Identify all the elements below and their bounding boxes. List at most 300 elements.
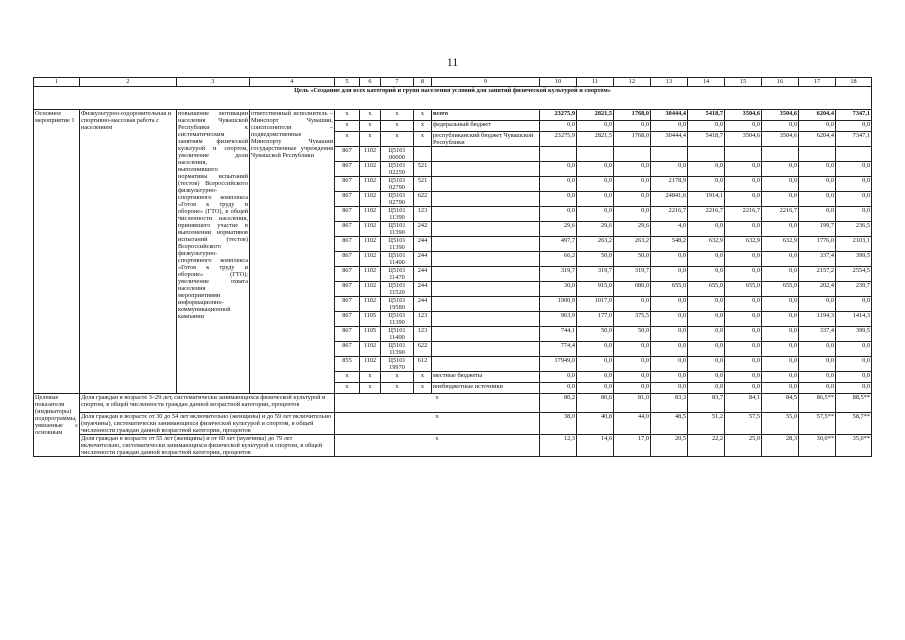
expense-type-code: x — [414, 110, 432, 121]
amount-cell: 2178,9 — [651, 177, 688, 192]
target-article-code: x — [381, 383, 414, 394]
amount-cell: 497,7 — [540, 237, 577, 252]
amount-cell: 655,0 — [725, 282, 762, 297]
amount-cell: 0,0 — [799, 177, 836, 192]
amount-cell: 0,0 — [725, 327, 762, 342]
funding-source: внебюджетные источники — [432, 383, 540, 394]
section-code: 1102 — [360, 147, 381, 162]
column-number: 1 — [34, 78, 80, 87]
amount-cell: 0,0 — [836, 162, 872, 177]
amount-cell: 0,0 — [688, 267, 725, 282]
amount-cell: 0,0 — [577, 342, 614, 357]
column-number: 16 — [762, 78, 799, 87]
indicator-text: Доля граждан в возрасте от 30 до 54 лет включительно (женщины) и до 59 лет включительно (мужчины), систематически занимающихся физической культурой и спортом, в общей численности граждан данной возрастной категории, процентов — [80, 413, 335, 435]
amount-cell: 632,9 — [688, 237, 725, 252]
amount-cell: 23275,9 — [540, 132, 577, 147]
amount-cell: 29,6 — [577, 222, 614, 237]
section-code: x — [360, 372, 381, 383]
amount-cell: 655,0 — [651, 282, 688, 297]
amount-cell: 0,0 — [799, 192, 836, 207]
amount-cell: 1768,0 — [614, 110, 651, 121]
amount-cell: 5418,7 — [688, 132, 725, 147]
amount-cell: 0,0 — [540, 383, 577, 394]
expense-type-code: 123 — [414, 207, 432, 222]
target-article-code: x — [381, 110, 414, 121]
indicator-value: 25,0 — [725, 435, 762, 457]
gos-code: x — [335, 132, 360, 147]
amount-cell: 6204,4 — [799, 110, 836, 121]
indicator-value: 17,0 — [614, 435, 651, 457]
amount-cell: 1776,0 — [799, 237, 836, 252]
funding-source — [432, 162, 540, 177]
amount-cell: 0,0 — [614, 383, 651, 394]
amount-cell: 0,0 — [614, 372, 651, 383]
expense-type-code: 123 — [414, 327, 432, 342]
indicator-row — [34, 413, 872, 435]
amount-cell: 744,1 — [540, 327, 577, 342]
target-article-code: Ц5101 11390 — [381, 222, 414, 237]
amount-cell: 0,0 — [651, 327, 688, 342]
amount-cell: 239,7 — [836, 282, 872, 297]
amount-cell: 319,7 — [614, 267, 651, 282]
indicator-value: 28,3 — [762, 435, 799, 457]
amount-cell: 177,0 — [577, 312, 614, 327]
amount-cell: 0,0 — [836, 383, 872, 394]
column-number: 7 — [381, 78, 414, 87]
indicator-value: 12,3 — [540, 435, 577, 457]
amount-cell: 632,9 — [762, 237, 799, 252]
amount-cell: 202,4 — [799, 282, 836, 297]
amount-cell: 0,0 — [614, 162, 651, 177]
gos-code: 867 — [335, 222, 360, 237]
amount-cell: 0,0 — [725, 342, 762, 357]
target-article-code: Ц5101 11400 — [381, 327, 414, 342]
amount-cell: 0,0 — [651, 357, 688, 372]
amount-cell: 6204,4 — [799, 132, 836, 147]
amount-cell: 0,0 — [725, 357, 762, 372]
amount-cell: 0,0 — [688, 342, 725, 357]
amount-cell: 24841,6 — [651, 192, 688, 207]
indicator-value: 84,1 — [725, 394, 762, 413]
amount-cell: 3504,6 — [725, 132, 762, 147]
indicator-value: 57,5** — [799, 413, 836, 435]
expense-type-code: x — [414, 372, 432, 383]
column-number: 6 — [360, 78, 381, 87]
amount-cell: 0,0 — [836, 192, 872, 207]
amount-cell: 0,0 — [688, 383, 725, 394]
section-code: 1102 — [360, 357, 381, 372]
amount-cell: 1194,3 — [799, 312, 836, 327]
funding-source — [432, 222, 540, 237]
amount-cell: 3504,6 — [762, 110, 799, 121]
amount-cell: 50,0 — [577, 327, 614, 342]
amount-cell: 0,0 — [688, 357, 725, 372]
funding-source: местные бюджеты — [432, 372, 540, 383]
amount-cell: 2554,5 — [836, 267, 872, 282]
section-code: x — [360, 132, 381, 147]
amount-cell: 680,0 — [614, 282, 651, 297]
amount-cell: 0,0 — [688, 162, 725, 177]
amount-cell — [577, 147, 614, 162]
column-number: 2 — [80, 78, 177, 87]
indicator-x: x — [335, 435, 540, 457]
amount-cell: 0,0 — [762, 312, 799, 327]
indicator-value: 80,2 — [540, 394, 577, 413]
amount-cell: 0,0 — [688, 297, 725, 312]
amount-cell: 0,0 — [762, 267, 799, 282]
amount-cell: 0,0 — [762, 177, 799, 192]
amount-cell: 236,5 — [836, 222, 872, 237]
amount-cell: 1017,0 — [577, 297, 614, 312]
funding-source — [432, 252, 540, 267]
indicator-value: 55,0 — [762, 413, 799, 435]
indicator-value: 57,5 — [725, 413, 762, 435]
amount-cell: 199,7 — [799, 222, 836, 237]
amount-cell: 0,0 — [836, 297, 872, 312]
column-number: 15 — [725, 78, 762, 87]
target-article-code: Ц5101 19970 — [381, 357, 414, 372]
amount-cell: 1768,0 — [614, 132, 651, 147]
amount-cell: 5418,7 — [688, 110, 725, 121]
indicator-value: 20,5 — [651, 435, 688, 457]
amount-cell: 0,0 — [651, 162, 688, 177]
section-code: 1102 — [360, 222, 381, 237]
indicator-row — [34, 435, 872, 457]
funding-source — [432, 147, 540, 162]
gos-code: 867 — [335, 207, 360, 222]
amount-cell: 0,0 — [725, 162, 762, 177]
column-number: 4 — [250, 78, 335, 87]
amount-cell: 0,0 — [799, 297, 836, 312]
amount-cell: 0,0 — [577, 357, 614, 372]
funding-source: республиканский бюджет Чувашской Республики — [432, 132, 540, 147]
expense-type-code: x — [414, 121, 432, 132]
section-code: 1105 — [360, 327, 381, 342]
indicator-value: 35,0** — [836, 435, 872, 457]
target-article-code: Ц5101 11390 — [381, 207, 414, 222]
amount-cell: 2216,7 — [762, 207, 799, 222]
amount-cell: 0,0 — [762, 162, 799, 177]
column-number-row — [34, 78, 872, 87]
gos-code: x — [335, 110, 360, 121]
amount-cell: 2157,2 — [799, 267, 836, 282]
amount-cell: 0,0 — [651, 312, 688, 327]
amount-cell: 0,0 — [651, 297, 688, 312]
amount-cell: 0,0 — [836, 342, 872, 357]
amount-cell: 3504,6 — [725, 110, 762, 121]
amount-cell: 319,7 — [577, 267, 614, 282]
funding-source: всего — [432, 110, 540, 121]
expense-type-code: x — [414, 132, 432, 147]
target-article-code: Ц5101 19580 — [381, 297, 414, 312]
section-code: 1105 — [360, 312, 381, 327]
amount-cell: 17949,0 — [540, 357, 577, 372]
expense-type-code: 244 — [414, 282, 432, 297]
expense-type-code: 622 — [414, 192, 432, 207]
amount-cell: 0,0 — [577, 121, 614, 132]
amount-cell: 2216,7 — [725, 207, 762, 222]
amount-cell: 0,0 — [725, 177, 762, 192]
funding-source — [432, 237, 540, 252]
amount-cell: 0,0 — [762, 222, 799, 237]
amount-cell: 2821,5 — [577, 110, 614, 121]
amount-cell: 0,0 — [540, 162, 577, 177]
amount-cell — [540, 147, 577, 162]
amount-cell: 0,0 — [577, 177, 614, 192]
amount-cell: 30444,4 — [651, 110, 688, 121]
indicator-value: 51,2 — [688, 413, 725, 435]
amount-cell: 0,0 — [577, 207, 614, 222]
amount-cell: 0,0 — [762, 121, 799, 132]
amount-cell — [762, 147, 799, 162]
amount-cell: 0,0 — [762, 383, 799, 394]
expense-type-code: 244 — [414, 237, 432, 252]
amount-cell: 7347,1 — [836, 110, 872, 121]
column-number: 10 — [540, 78, 577, 87]
expense-type-code: x — [414, 383, 432, 394]
section-code: 1102 — [360, 177, 381, 192]
amount-cell: 0,0 — [725, 121, 762, 132]
column-number: 8 — [414, 78, 432, 87]
target-article-code: Ц5101 11390 — [381, 342, 414, 357]
amount-cell: 0,0 — [688, 312, 725, 327]
program-table — [33, 77, 872, 457]
column-number: 5 — [335, 78, 360, 87]
amount-cell: 50,0 — [614, 252, 651, 267]
expense-type-code: 244 — [414, 252, 432, 267]
amount-cell: 0,0 — [762, 327, 799, 342]
amount-cell: 29,6 — [614, 222, 651, 237]
funding-source — [432, 312, 540, 327]
funding-source — [432, 327, 540, 342]
amount-cell: 774,4 — [540, 342, 577, 357]
expense-type-code: 123 — [414, 312, 432, 327]
indicator-value: 38,0 — [540, 413, 577, 435]
funding-source — [432, 357, 540, 372]
gos-code: 867 — [335, 312, 360, 327]
indicator-value: 30,0** — [799, 435, 836, 457]
column-number: 9 — [432, 78, 540, 87]
gos-code: 867 — [335, 237, 360, 252]
amount-cell: 0,0 — [688, 121, 725, 132]
column-number: 13 — [651, 78, 688, 87]
section-code: 1102 — [360, 192, 381, 207]
amount-cell: 0,0 — [651, 342, 688, 357]
amount-cell: 30,0 — [540, 282, 577, 297]
amount-cell: 30444,4 — [651, 132, 688, 147]
indicator-value: 48,5 — [651, 413, 688, 435]
amount-cell: 0,0 — [725, 267, 762, 282]
amount-cell: 0,0 — [725, 192, 762, 207]
page-number: 11 — [446, 55, 459, 69]
column-number: 17 — [799, 78, 836, 87]
gos-code: 867 — [335, 297, 360, 312]
amount-cell: 0,0 — [651, 121, 688, 132]
funding-source — [432, 282, 540, 297]
amount-cell: 548,2 — [651, 237, 688, 252]
amount-cell: 0,0 — [614, 297, 651, 312]
section-code: x — [360, 383, 381, 394]
column-number: 11 — [577, 78, 614, 87]
amount-cell: 399,5 — [836, 252, 872, 267]
section-code: 1102 — [360, 237, 381, 252]
budget-row — [34, 110, 872, 121]
indicator-value: 83,3 — [651, 394, 688, 413]
amount-cell: 0,0 — [688, 327, 725, 342]
section-code: 1102 — [360, 207, 381, 222]
amount-cell: 399,5 — [836, 327, 872, 342]
section-code: 1102 — [360, 297, 381, 312]
amount-cell: 0,0 — [540, 121, 577, 132]
amount-cell: 337,4 — [799, 327, 836, 342]
amount-cell: 0,0 — [688, 252, 725, 267]
section-code: 1102 — [360, 342, 381, 357]
amount-cell: 0,0 — [540, 372, 577, 383]
amount-cell: 1414,3 — [836, 312, 872, 327]
amount-cell: 0,0 — [799, 383, 836, 394]
amount-cell: 0,0 — [577, 383, 614, 394]
target-article-code: x — [381, 121, 414, 132]
event-col4: ответственный исполнитель – Минспорт Чувашии, соисполнители – подведомственные Минспорту Чувашии государственные учреждения Чувашской Республики — [250, 110, 335, 394]
section-code: 1102 — [360, 252, 381, 267]
amount-cell: 319,7 — [540, 267, 577, 282]
amount-cell — [688, 147, 725, 162]
column-number: 14 — [688, 78, 725, 87]
funding-source — [432, 177, 540, 192]
goal-title: Цель «Создание для всех категорий и групп населения условий для занятий физической культурой и спортом» — [34, 87, 872, 110]
amount-cell: 4,0 — [651, 222, 688, 237]
gos-code: 867 — [335, 177, 360, 192]
amount-cell: 2103,1 — [836, 237, 872, 252]
indicators-label: Целевые показатели (индикаторы) подпрограммы, увязанные с основным — [34, 394, 80, 457]
amount-cell: 0,0 — [725, 222, 762, 237]
amount-cell: 66,2 — [540, 252, 577, 267]
amount-cell — [614, 147, 651, 162]
section-code: 1102 — [360, 282, 381, 297]
amount-cell: 0,0 — [836, 121, 872, 132]
amount-cell: 0,0 — [762, 252, 799, 267]
expense-type-code: 244 — [414, 297, 432, 312]
amount-cell — [799, 147, 836, 162]
gos-code: 867 — [335, 267, 360, 282]
amount-cell: 3504,6 — [762, 132, 799, 147]
amount-cell: 0,0 — [762, 357, 799, 372]
amount-cell — [651, 147, 688, 162]
funding-source: федеральный бюджет — [432, 121, 540, 132]
amount-cell: 0,0 — [688, 177, 725, 192]
target-article-code: Ц5101 00000 — [381, 147, 414, 162]
indicator-value: 58,7** — [836, 413, 872, 435]
indicator-text: Доля граждан в возрасте от 55 лет (женщины) и от 60 лет (мужчины) до 79 лет включительно, систематически занимающихся физической культурой и спортом, в общей численности граждан данной возрастной категории, процентов — [80, 435, 335, 457]
amount-cell: 0,0 — [799, 207, 836, 222]
gos-code: 867 — [335, 162, 360, 177]
gos-code: 867 — [335, 147, 360, 162]
amount-cell: 0,0 — [799, 342, 836, 357]
event-col2: Физкультурно-оздоровительная и спортивно-массовая работа с населением — [80, 110, 177, 394]
amount-cell: 0,0 — [799, 372, 836, 383]
amount-cell: 263,2 — [614, 237, 651, 252]
gos-code: 867 — [335, 342, 360, 357]
amount-cell: 0,0 — [725, 252, 762, 267]
amount-cell: 0,0 — [688, 222, 725, 237]
target-article-code: Ц5101 11470 — [381, 267, 414, 282]
expense-type-code: 612 — [414, 357, 432, 372]
expense-type-code: 242 — [414, 222, 432, 237]
amount-cell: 655,0 — [688, 282, 725, 297]
amount-cell: 0,0 — [614, 357, 651, 372]
indicator-value: 80,6 — [577, 394, 614, 413]
amount-cell: 0,0 — [762, 297, 799, 312]
amount-cell: 0,0 — [799, 162, 836, 177]
amount-cell: 2821,5 — [577, 132, 614, 147]
amount-cell: 1900,9 — [540, 297, 577, 312]
funding-source — [432, 207, 540, 222]
expense-type-code: 521 — [414, 177, 432, 192]
amount-cell: 0,0 — [762, 342, 799, 357]
amount-cell: 0,0 — [836, 357, 872, 372]
indicator-value: 40,8 — [577, 413, 614, 435]
target-article-code: x — [381, 132, 414, 147]
amount-cell: 50,0 — [614, 327, 651, 342]
amount-cell: 0,0 — [540, 192, 577, 207]
amount-cell: 0,0 — [614, 342, 651, 357]
amount-cell: 0,0 — [725, 297, 762, 312]
gos-code: 855 — [335, 357, 360, 372]
event-col3: повышение мотивации населения Чувашской Республики к систематическим занятиям физической культурой и спортом, увеличение доли населения, выполнившего нормативы испытаний (тестов) Всероссийского физкультурно-спортивного комплекса «Готов к труду и обороне» (ГТО), в общей численности населения, принявшего участие в выполнении нормативов испытаний (тестов) Всероссийского физкультурно-спортивного комплекса «Готов к труду и обороне» (ГТО); увеличение охвата населения мероприятиями информационно-коммуникационной кампании — [177, 110, 250, 394]
amount-cell: 0,0 — [614, 207, 651, 222]
section-code: 1102 — [360, 267, 381, 282]
amount-cell: 0,0 — [540, 177, 577, 192]
amount-cell: 963,9 — [540, 312, 577, 327]
target-article-code: Ц5101 11400 — [381, 252, 414, 267]
amount-cell: 0,0 — [651, 267, 688, 282]
amount-cell: 7347,1 — [836, 132, 872, 147]
amount-cell: 29,6 — [540, 222, 577, 237]
amount-cell: 0,0 — [799, 357, 836, 372]
indicator-text: Доля граждан в возрасте 3–29 лет, систематически занимающихся физической культурой и спортом, в общей численности граждан данной возрастной категории, процентов — [80, 394, 335, 413]
funding-source — [432, 192, 540, 207]
gos-code: x — [335, 121, 360, 132]
column-number: 3 — [177, 78, 250, 87]
target-article-code: x — [381, 372, 414, 383]
amount-cell: 0,0 — [651, 372, 688, 383]
amount-cell: 0,0 — [836, 177, 872, 192]
amount-cell: 0,0 — [762, 372, 799, 383]
indicator-x: x — [335, 394, 540, 413]
expense-type-code: 521 — [414, 162, 432, 177]
amount-cell: 655,0 — [762, 282, 799, 297]
gos-code: x — [335, 383, 360, 394]
indicator-x: x — [335, 413, 540, 435]
indicator-value: 22,2 — [688, 435, 725, 457]
indicator-value: 86,5** — [799, 394, 836, 413]
amount-cell: 337,4 — [799, 252, 836, 267]
amount-cell: 915,0 — [577, 282, 614, 297]
amount-cell: 0,0 — [614, 192, 651, 207]
gos-code: 867 — [335, 282, 360, 297]
amount-cell: 0,0 — [762, 192, 799, 207]
amount-cell: 263,2 — [577, 237, 614, 252]
amount-cell: 0,0 — [577, 192, 614, 207]
indicator-value: 44,0 — [614, 413, 651, 435]
column-number: 12 — [614, 78, 651, 87]
amount-cell: 0,0 — [651, 383, 688, 394]
amount-cell: 0,0 — [577, 372, 614, 383]
amount-cell: 0,0 — [725, 372, 762, 383]
target-article-code: Ц5101 11390 — [381, 237, 414, 252]
amount-cell: 0,0 — [688, 372, 725, 383]
amount-cell: 0,0 — [651, 252, 688, 267]
